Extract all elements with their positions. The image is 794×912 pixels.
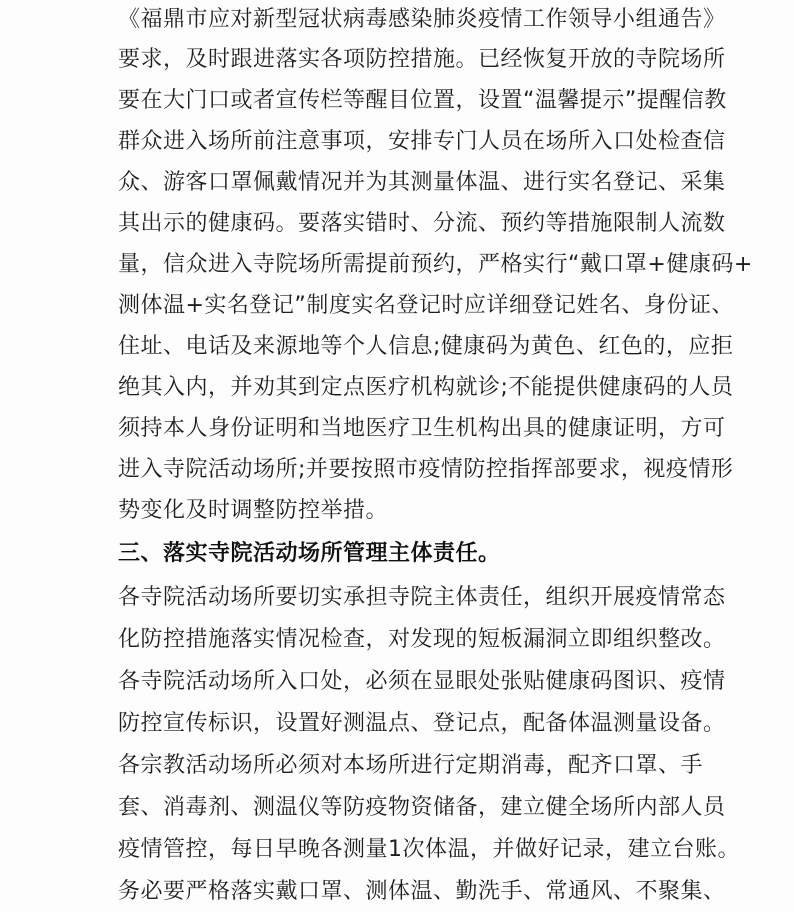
text-line: 众、游客口罩佩戴情况并为其测量体温、进行实名登记、采集 [118, 170, 726, 195]
text-line: 绝其入内，并劝其到定点医疗机构就诊;不能提供健康码的人员 [118, 375, 734, 400]
text-line: 须持本人身份证明和当地医疗卫生机构出具的健康证明，方可 [118, 416, 726, 441]
section-heading: 三、落实寺院活动场所管理主体责任。 [118, 541, 501, 566]
text-line: 各寺院活动场所要切实承担寺院主体责任，组织开展疫情常态 [118, 585, 726, 610]
text-line: 各寺院活动场所入口处，必须在显眼处张贴健康码图识、疫情 [118, 669, 726, 694]
text-line: 势变化及时调整防控举措。 [118, 498, 389, 523]
text-line: 各宗教活动场所必须对本场所进行定期消毒，配齐口罩、手 [118, 753, 704, 778]
text-line: 其出示的健康码。要落实错时、分流、预约等措施限制人流数 [118, 211, 726, 236]
text-line: 进入寺院活动场所;并要按照市疫情防控指挥部要求，视疫情形 [118, 457, 734, 482]
text-line: 防控宣传标识，设置好测温点、登记点，配备体温测量设备。 [118, 711, 726, 736]
text-line: 化防控措施落实情况检查，对发现的短板漏洞立即组织整改。 [118, 627, 726, 652]
text-line: 测体温+实名登记”制度实名登记时应详细登记姓名、身份证、 [118, 293, 734, 318]
text-line: 要在大门口或者宣传栏等醒目位置，设置“温馨提示”提醒信教 [118, 88, 727, 113]
text-line: 《福鼎市应对新型冠状病毒感染肺炎疫情工作领导小组通告》 [118, 7, 726, 32]
text-line: 要求，及时跟进落实各项防控措施。已经恢复开放的寺院场所 [118, 47, 726, 72]
text-line: 务必要严格落实戴口罩、测体温、勤洗手、常通风、不聚集、 [118, 879, 726, 904]
text-line: 群众进入场所前注意事项，安排专门人员在场所入口处检查信 [118, 129, 726, 154]
text-line: 疫情管控，每日早晚各测量1次体温，并做好记录，建立台账。 [118, 837, 740, 862]
text-line: 套、消毒剂、测温仪等防疫物资储备，建立健全场所内部人员 [118, 795, 726, 820]
text-line: 量，信众进入寺院场所需提前预约，严格实行“戴口罩+健康码+ [118, 252, 753, 277]
text-line: 住址、电话及来源地等个人信息;健康码为黄色、红色的，应拒 [118, 334, 734, 359]
